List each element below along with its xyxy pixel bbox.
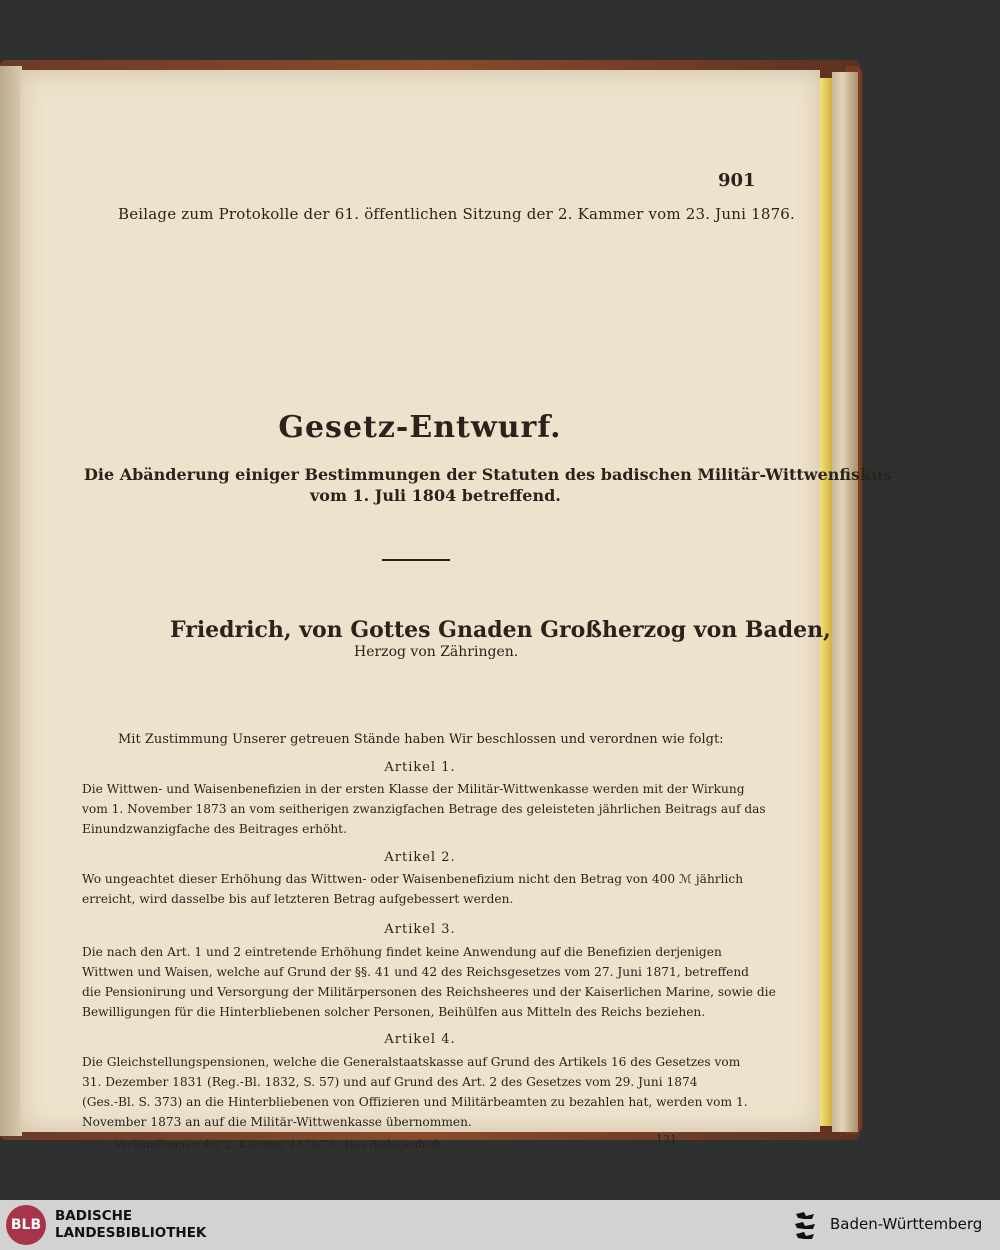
sovereign-title: Friedrich, von Gottes Gnaden Großherzog von Baden, bbox=[170, 617, 831, 643]
article-heading: Artikel 1. bbox=[384, 760, 456, 775]
library-name[interactable] bbox=[55, 1208, 206, 1242]
page-stack bbox=[832, 72, 858, 1132]
article-line: Einundzwanzigfache des Beitrages erhöht. bbox=[82, 822, 347, 836]
footer-sheet-number: 131 bbox=[656, 1133, 677, 1146]
page-footer: Verhandlungen der 2. Kammer 1875/76. 4tes Beilagenheft. bbox=[114, 1138, 444, 1151]
document-subtitle-line1: Die Abänderung einiger Bestimmungen der Statuten des badischen Militär-Wittwenfiskus bbox=[84, 465, 892, 484]
article-heading: Artikel 2. bbox=[384, 850, 456, 865]
article-line: November 1873 an auf die Militär-Wittwenkasse übernommen. bbox=[82, 1115, 472, 1129]
library-name-line2: LANDESBIBLIOTHEK bbox=[55, 1225, 207, 1241]
article-line: (Ges.-Bl. S. 373) an die Hinterbliebenen von Offizieren und Militärbeamten zu bezahlen hat, werden vom 1. bbox=[82, 1095, 748, 1109]
article-heading: Artikel 3. bbox=[384, 922, 456, 937]
page-header: Beilage zum Protokolle der 61. öffentlichen Sitzung der 2. Kammer vom 23. Juni 1876. bbox=[118, 205, 796, 223]
divider bbox=[382, 559, 450, 561]
article-line: erreicht, wird dasselbe bis auf letzteren Betrag aufgebessert werden. bbox=[82, 892, 514, 906]
sovereign-subtitle: Herzog von Zähringen. bbox=[354, 644, 519, 660]
article-line: die Pensionirung und Versorgung der Militärpersonen des Reichsheeres und der Kaiserlichen Marine, sowie die bbox=[82, 985, 776, 999]
library-name-line1: BADISCHE bbox=[55, 1208, 133, 1224]
page-number: 901 bbox=[718, 170, 756, 191]
article-heading: Artikel 4. bbox=[384, 1032, 456, 1047]
article-line: vom 1. November 1873 an vom seitherigen zwanzigfachen Betrage des geleisteten jährlichen Beitrags auf das bbox=[82, 802, 766, 816]
article-line: Die nach den Art. 1 und 2 eintretende Erhöhung findet keine Anwendung auf die Benefizien derjenigen bbox=[82, 945, 722, 959]
article-line: Wo ungeachtet dieser Erhöhung das Wittwen- oder Waisenbenefizium nicht den Betrag von 400 ℳ jährlich bbox=[82, 872, 744, 886]
branding-bar bbox=[0, 1200, 1000, 1250]
page-gutter bbox=[0, 66, 22, 1136]
article-line: 31. Dezember 1831 (Reg.-Bl. 1832, S. 57) und auf Grund des Art. 2 des Gesetzes vom 29. Juni 1874 bbox=[82, 1075, 698, 1089]
article-line: Bewilligungen für die Hinterbliebenen solcher Personen, Beihülfen aus Mitteln des Reichs beziehen. bbox=[82, 1005, 706, 1019]
document-subtitle-line2: vom 1. Juli 1804 betreffend. bbox=[310, 486, 561, 505]
state-name[interactable]: Baden-Württemberg bbox=[830, 1215, 983, 1233]
article-line: Die Gleichstellungspensionen, welche die Generalstaatskasse auf Grund des Artikels 16 des Gesetzes vom bbox=[82, 1055, 741, 1069]
book-page bbox=[20, 70, 892, 1151]
article-line: Wittwen und Waisen, welche auf Grund der §§. 41 und 42 des Reichsgesetzes vom 27. Juni 1871, betreffend bbox=[82, 965, 749, 979]
article-line: Die Wittwen- und Waisenbenefizien in der ersten Klasse der Militär-Wittwenkasse werden mit der Wirkung bbox=[82, 782, 745, 796]
baden-wuerttemberg-lions-icon bbox=[792, 1210, 822, 1242]
enacting-clause: Mit Zustimmung Unserer getreuen Stände haben Wir beschlossen und verordnen wie folgt: bbox=[118, 732, 724, 747]
blb-logo[interactable]: BLB bbox=[6, 1205, 46, 1245]
document-title: Gesetz-Entwurf. bbox=[278, 410, 562, 445]
